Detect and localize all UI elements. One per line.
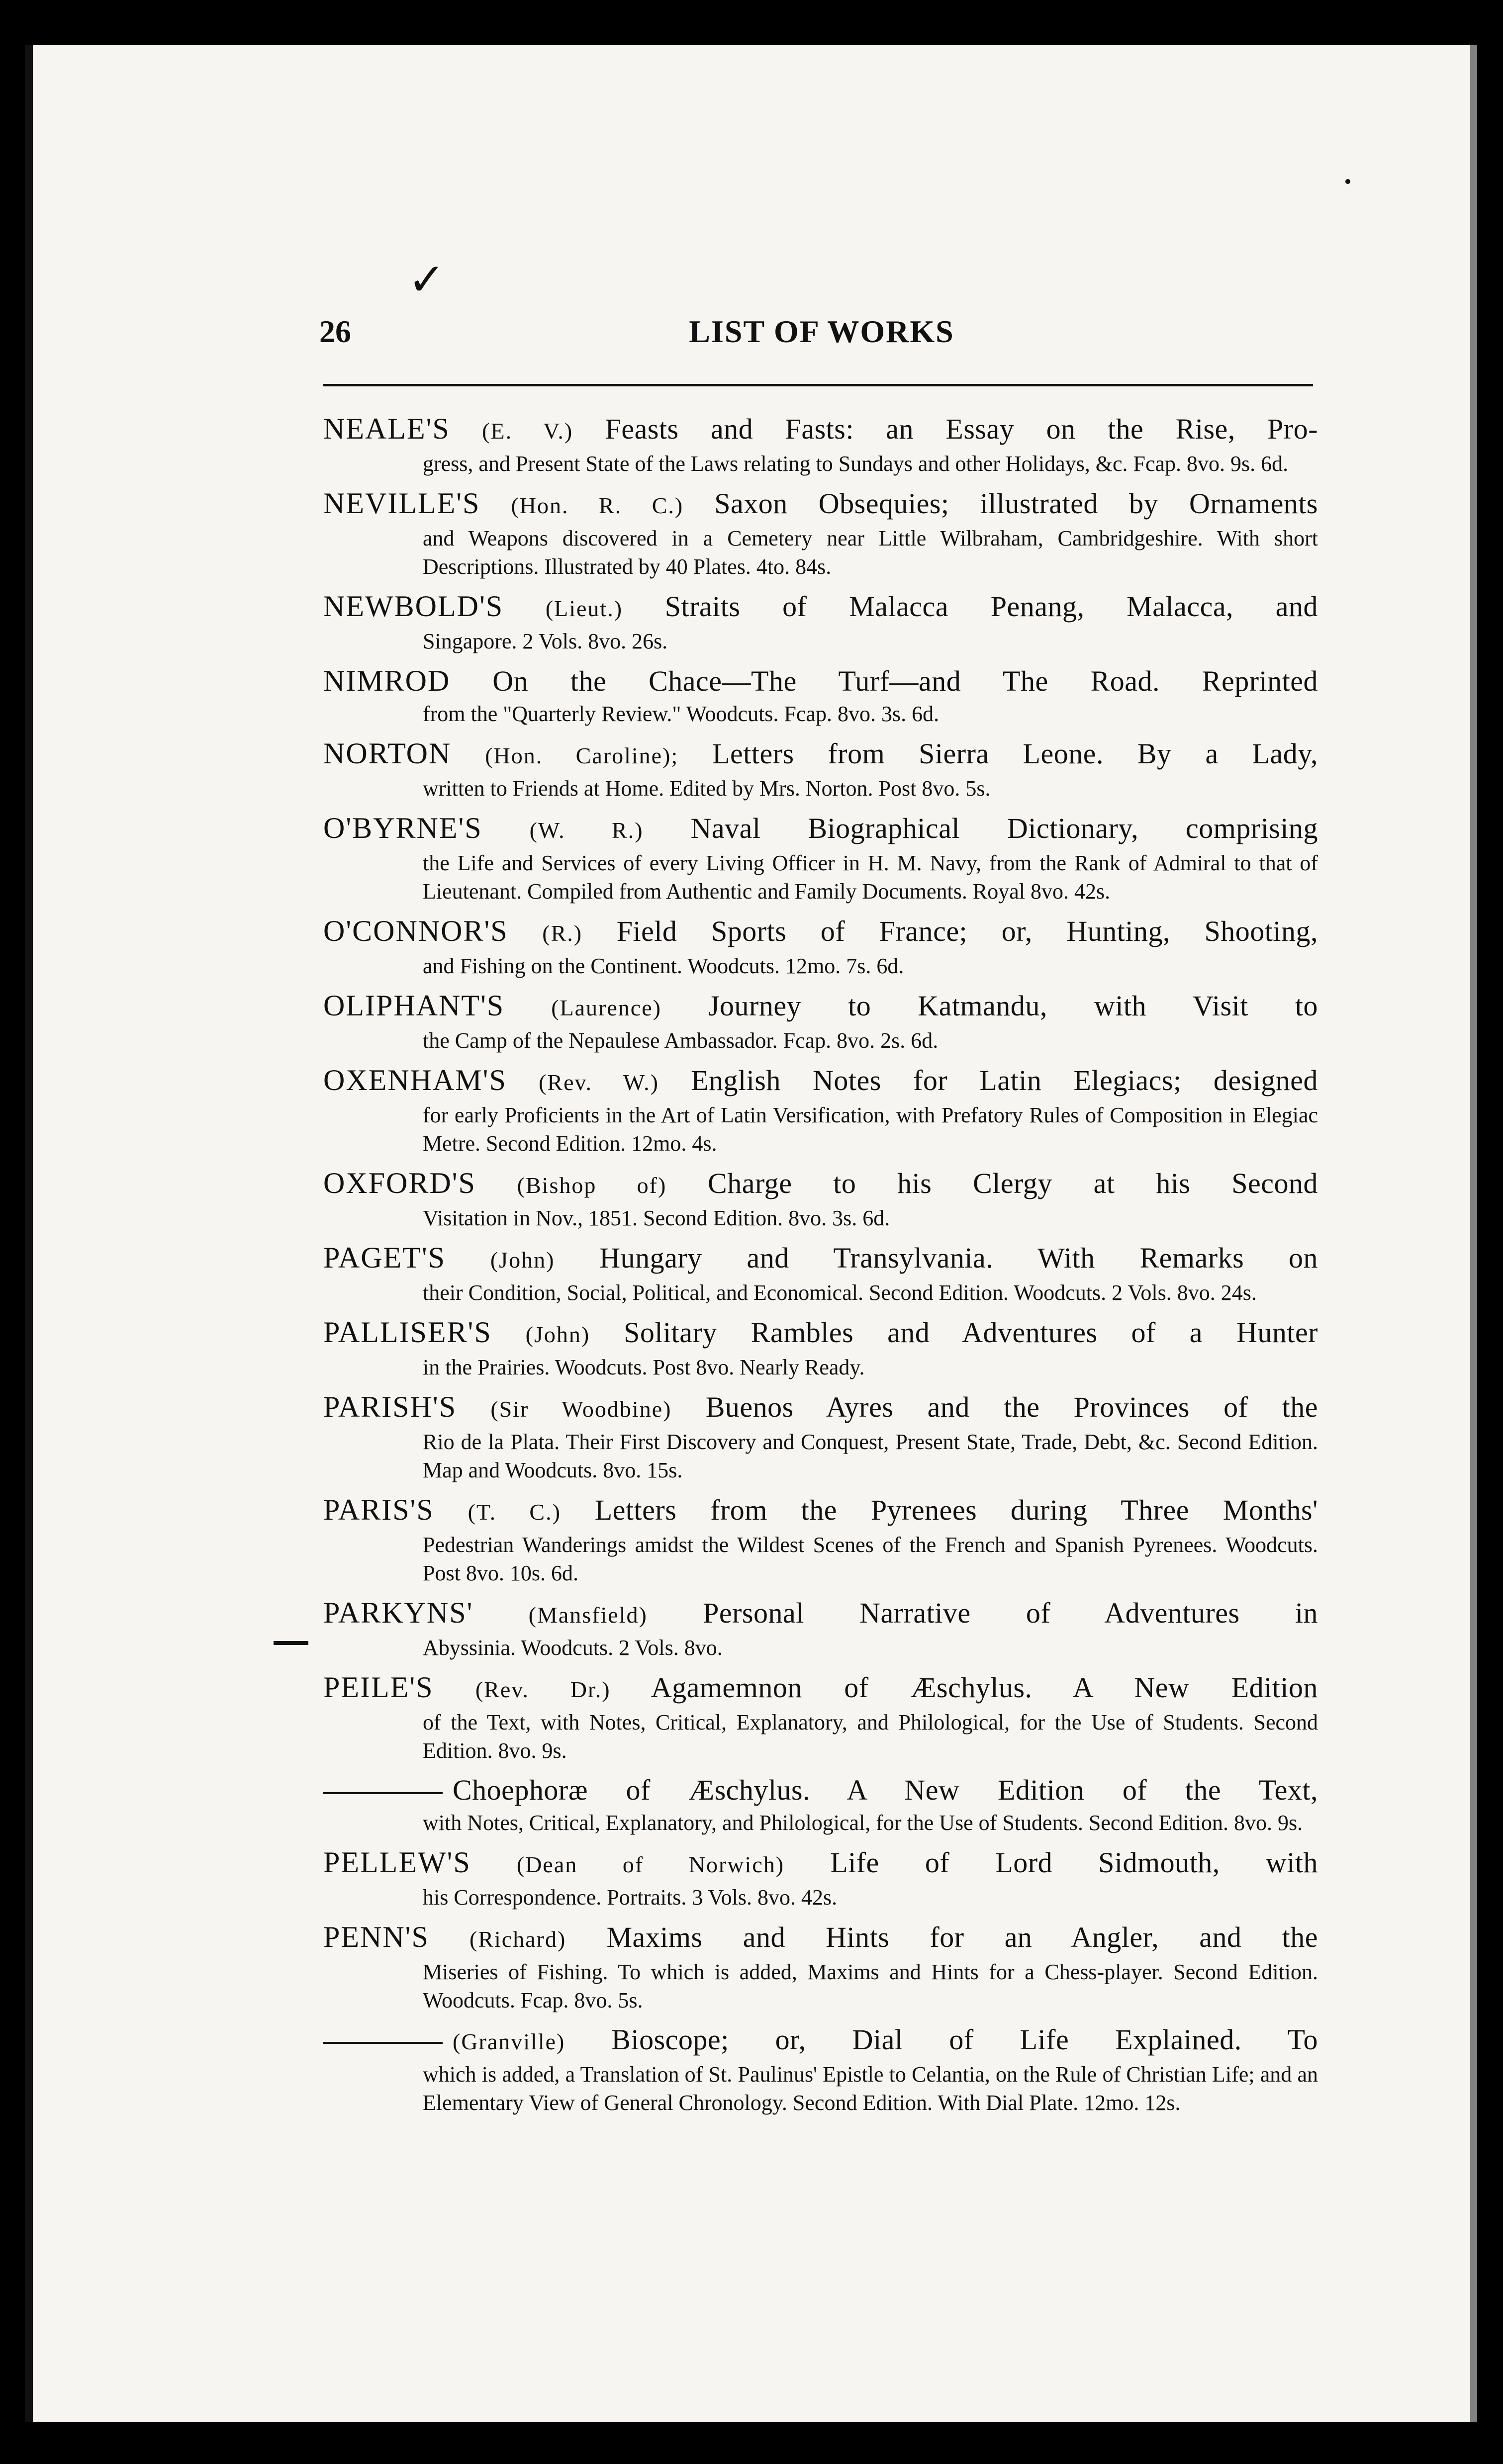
entry-title: Agamemnon of Æschylus. A New Edition: [651, 1671, 1318, 1704]
entry-title: Straits of Malacca Penang, Malacca, and: [664, 590, 1318, 623]
entry-qualifier: (John): [490, 1247, 555, 1273]
entry-heading: [323, 1594, 1318, 1634]
entry-heading: [323, 1165, 1318, 1204]
list-item: [323, 662, 1318, 728]
entry-heading: [323, 588, 1318, 627]
list-item: [323, 1239, 1318, 1307]
margin-pencil-mark: [274, 1641, 308, 1645]
entry-qualifier: (W. R.): [529, 818, 644, 843]
entry-author: NORTON: [323, 737, 452, 770]
entry-description: and Weapons discovered in a Cemetery near Little Wilbraham, Cambridgeshire. With short Descriptions. Illustrated by 40 Plates. 4to. 84s.: [423, 526, 1318, 579]
entry-description: and Fishing on the Continent. Woodcuts. 12mo. 7s. 6d.: [423, 954, 904, 978]
entry-author: PALLISER'S: [323, 1316, 492, 1349]
entry-title: Feasts and Fasts: an Essay on the Rise, Pro-: [605, 413, 1318, 445]
ditto-dash: [323, 1792, 443, 1794]
entry-description: gress, and Present State of the Laws relating to Sundays and other Holidays, &c. Fcap. 8vo. 9s. 6d.: [423, 452, 1289, 476]
book-page: [25, 45, 1477, 2422]
entry-heading: [323, 810, 1318, 849]
entry-heading: [323, 1239, 1318, 1278]
entry-title: English Notes for Latin Elegiacs; designed: [691, 1064, 1318, 1096]
entry-title: Naval Biographical Dictionary, comprising: [690, 812, 1318, 844]
entry-heading: [323, 1388, 1318, 1428]
entry-title: Solitary Rambles and Adventures of a Hunter: [624, 1316, 1318, 1349]
entry-qualifier: (T. C.): [468, 1499, 561, 1525]
list-item: [323, 1772, 1318, 1837]
entry-author: PARKYNS': [323, 1596, 473, 1629]
entry-title: Letters from Sierra Leone. By a Lady,: [712, 737, 1318, 770]
entry-title: Letters from the Pyrenees during Three Months': [594, 1494, 1318, 1526]
entry-author: NEALE'S: [323, 412, 450, 445]
list-item: [323, 410, 1318, 478]
entry-heading: [323, 410, 1318, 450]
entry-title: On the Chace—The Turf—and The Road. Reprinted: [492, 665, 1318, 697]
entry-title: Bioscope; or, Dial of Life Explained. To: [611, 2023, 1318, 2056]
running-head: LIST OF WORKS: [689, 314, 954, 349]
entry-author: PENN'S: [323, 1920, 429, 1953]
entry-author: O'CONNOR'S: [323, 914, 508, 947]
entry-title: Field Sports of France; or, Hunting, Shooting,: [616, 915, 1318, 947]
entry-description: Singapore. 2 Vols. 8vo. 26s.: [423, 629, 668, 653]
entry-heading: [323, 913, 1318, 952]
ditto-dash: [323, 2042, 443, 2044]
entry-heading: [323, 2021, 1318, 2060]
entry-title: Buenos Ayres and the Provinces of the: [705, 1391, 1318, 1423]
entry-title: Personal Narrative of Adventures in: [703, 1597, 1318, 1629]
header-rule: [323, 384, 1313, 386]
list-item: [323, 1491, 1318, 1587]
list-item: [323, 987, 1318, 1055]
entry-author: PAGET'S: [323, 1241, 446, 1274]
entry-heading: [323, 1062, 1318, 1101]
entry-qualifier: (Rev. W.): [539, 1070, 659, 1095]
entry-qualifier: (Laurence): [551, 995, 661, 1020]
list-item: [323, 1669, 1318, 1765]
entry-description: which is added, a Translation of St. Paulinus' Epistle to Celantia, on the Rule of Christian Life; and an Elementary View of General Chronology. Second Edition. With Dial Plate. 12mo. 12s.: [423, 2062, 1318, 2115]
entry-qualifier: (John): [525, 1322, 590, 1347]
entry-heading: [323, 1844, 1318, 1883]
list-item: [323, 735, 1318, 803]
entry-author: PEILE'S: [323, 1671, 434, 1704]
entry-description: written to Friends at Home. Edited by Mrs. Norton. Post 8vo. 5s.: [423, 776, 991, 801]
list-item: [323, 1314, 1318, 1381]
entry-description: the Life and Services of every Living Officer in H. M. Navy, from the Rank of Admiral to that of Lieutenant. Compiled from Authentic and Family Documents. Royal 8vo. 42s.: [423, 851, 1318, 904]
entry-heading: [323, 1772, 1318, 1809]
entries-list: [323, 410, 1318, 2124]
entry-title: Hungary and Transylvania. With Remarks on: [599, 1242, 1318, 1274]
entry-heading: [323, 735, 1318, 774]
entry-description: Visitation in Nov., 1851. Second Edition. 8vo. 3s. 6d.: [423, 1206, 890, 1230]
entry-description: Rio de la Plata. Their First Discovery and Conquest, Present State, Trade, Debt, &c. Second Edition. Map and Woodcuts. 8vo. 15s.: [423, 1430, 1318, 1482]
entry-qualifier: (R.): [542, 920, 583, 946]
ink-dot: [1345, 179, 1350, 184]
entry-heading: [323, 1669, 1318, 1708]
entry-description: Pedestrian Wanderings amidst the Wildest Scenes of the French and Spanish Pyrenees. Woodcuts. Post 8vo. 10s. 6d.: [423, 1533, 1318, 1585]
entry-description: with Notes, Critical, Explanatory, and Philological, for the Use of Students. Second Edition. 8vo. 9s.: [423, 1811, 1303, 1835]
entry-heading: [323, 662, 1318, 700]
list-item: [323, 810, 1318, 906]
entry-author: O'BYRNE'S: [323, 812, 482, 844]
list-item: [323, 588, 1318, 655]
entry-qualifier: (Bishop of): [517, 1173, 667, 1198]
entry-qualifier: (Granville): [453, 2029, 565, 2054]
entry-author: PARIS'S: [323, 1493, 434, 1526]
page-header: [319, 313, 1324, 373]
list-item: [323, 913, 1318, 980]
entry-author: OXENHAM'S: [323, 1064, 507, 1096]
entry-author: OLIPHANT'S: [323, 989, 505, 1022]
entry-qualifier: (Sir Woodbine): [490, 1396, 672, 1422]
entry-description: Abyssinia. Woodcuts. 2 Vols. 8vo.: [423, 1636, 723, 1660]
scan-border-left: [25, 45, 33, 2422]
list-item: [323, 1594, 1318, 1662]
entry-title: Maxims and Hints for an Angler, and the: [606, 1921, 1318, 1953]
entry-heading: [323, 1314, 1318, 1353]
handwritten-tick-mark: ✓: [408, 256, 446, 305]
page-number: 26: [319, 314, 351, 349]
entry-heading: [323, 1491, 1318, 1531]
list-item: [323, 485, 1318, 581]
entry-qualifier: (Dean of Norwich): [516, 1852, 785, 1877]
entry-qualifier: (Rev. Dr.): [475, 1677, 611, 1702]
entry-author: OXFORD'S: [323, 1167, 476, 1199]
entry-title: Life of Lord Sidmouth, with: [830, 1846, 1318, 1879]
entry-heading: [323, 987, 1318, 1026]
entry-author: NEVILLE'S: [323, 487, 480, 520]
entry-author: NIMROD: [323, 664, 451, 697]
entry-author: PELLEW'S: [323, 1846, 471, 1879]
list-item: [323, 1388, 1318, 1484]
entry-description: his Correspondence. Portraits. 3 Vols. 8vo. 42s.: [423, 1885, 838, 1910]
entry-author: PARISH'S: [323, 1390, 457, 1423]
entry-description: from the "Quarterly Review." Woodcuts. Fcap. 8vo. 3s. 6d.: [423, 702, 939, 726]
entry-description: in the Prairies. Woodcuts. Post 8vo. Nearly Ready.: [423, 1355, 865, 1379]
scan-border-right: [1470, 45, 1477, 2422]
entry-description: their Condition, Social, Political, and Economical. Second Edition. Woodcuts. 2 Vols. 8vo. 24s.: [423, 1280, 1257, 1305]
entry-description: Miseries of Fishing. To which is added, Maxims and Hints for a Chess-player. Second Edition. Woodcuts. Fcap. 8vo. 5s.: [423, 1960, 1318, 2012]
list-item: [323, 2021, 1318, 2117]
list-item: [323, 1844, 1318, 1912]
entry-title: Journey to Katmandu, with Visit to: [708, 990, 1318, 1022]
entry-qualifier: (Hon. Caroline);: [485, 743, 679, 768]
list-item: [323, 1165, 1318, 1232]
entry-heading: [323, 485, 1318, 524]
entry-heading: [323, 1918, 1318, 1958]
entry-qualifier: (Hon. R. C.): [511, 493, 684, 518]
entry-title: Choephoræ of Æschylus. A New Edition of the Text,: [453, 1774, 1318, 1806]
entry-description: the Camp of the Nepaulese Ambassador. Fcap. 8vo. 2s. 6d.: [423, 1028, 939, 1053]
entry-qualifier: (E. V.): [482, 418, 573, 444]
entry-title: Charge to his Clergy at his Second: [708, 1167, 1318, 1199]
entry-qualifier: (Lieut.): [545, 596, 623, 621]
entry-qualifier: (Mansfield): [528, 1602, 648, 1628]
list-item: [323, 1062, 1318, 1158]
entry-qualifier: (Richard): [470, 1926, 566, 1952]
entry-author: NEWBOLD'S: [323, 590, 504, 623]
list-item: [323, 1918, 1318, 2014]
entry-description: of the Text, with Notes, Critical, Explanatory, and Philological, for the Use of Students. Second Edition. 8vo. 9s.: [423, 1710, 1318, 1763]
entry-title: Saxon Obsequies; illustrated by Ornaments: [714, 487, 1318, 520]
entry-description: for early Proficients in the Art of Latin Versification, with Prefatory Rules of Composition in Elegiac Metre. Second Edition. 12mo. 4s.: [423, 1103, 1318, 1156]
